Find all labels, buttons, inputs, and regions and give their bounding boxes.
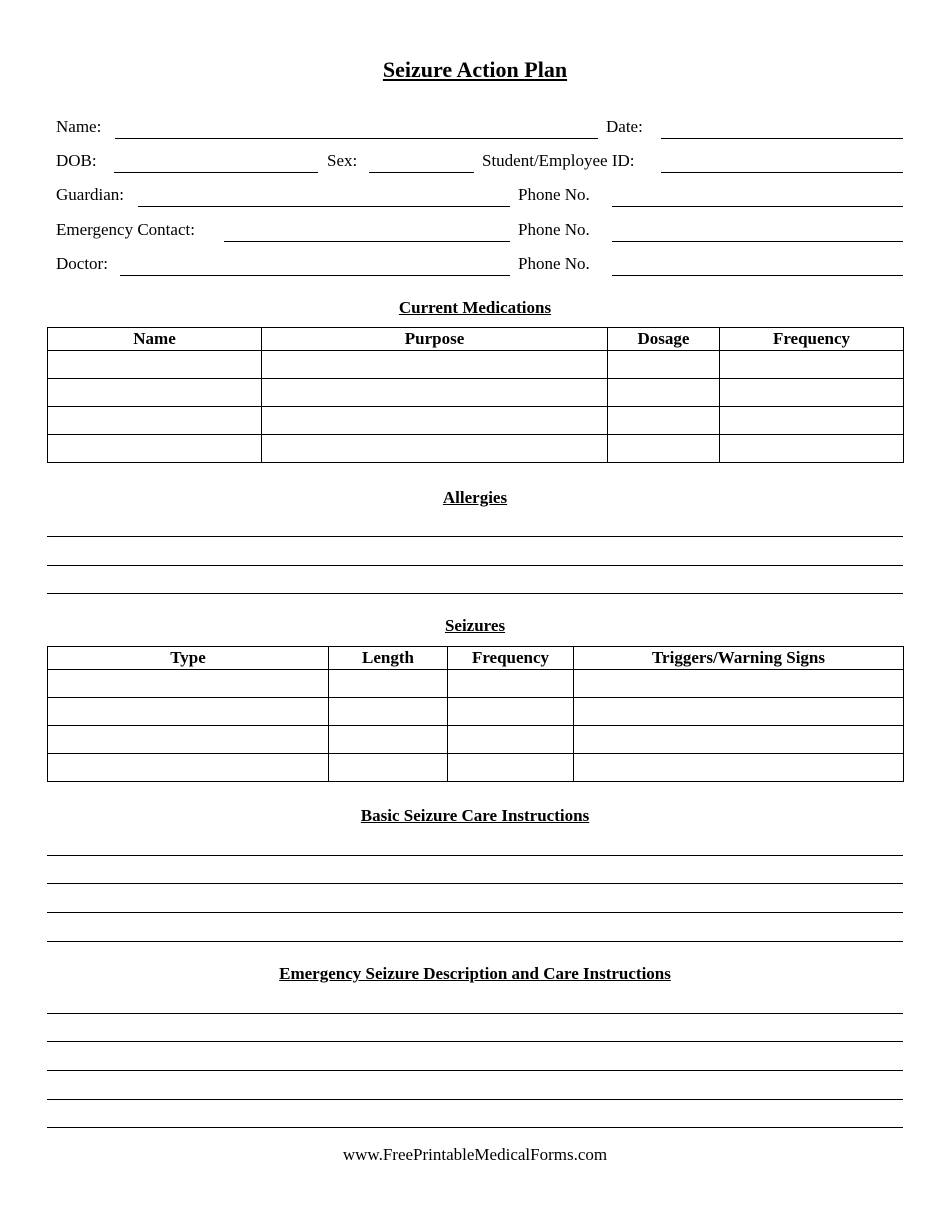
table-cell[interactable] (574, 754, 904, 782)
table-cell[interactable] (48, 670, 329, 698)
dob-field[interactable] (114, 172, 318, 173)
name-label: Name: (56, 117, 102, 136)
allergies-line[interactable] (47, 536, 903, 537)
guardian-field[interactable] (138, 206, 510, 207)
table-row (48, 670, 904, 698)
seizures-col-length: Length (329, 647, 448, 670)
sex-label: Sex: (327, 151, 358, 170)
basic-care-heading: Basic Seizure Care Instructions (360, 806, 590, 825)
name-field[interactable] (115, 138, 598, 139)
table-cell[interactable] (448, 726, 574, 754)
table-cell[interactable] (720, 351, 904, 379)
emergency-contact-field[interactable] (224, 241, 510, 242)
medications-col-frequency: Frequency (720, 328, 904, 351)
date-field[interactable] (661, 138, 903, 139)
table-cell[interactable] (574, 698, 904, 726)
medications-col-purpose: Purpose (262, 328, 608, 351)
doctor-phone-label: Phone No. (518, 254, 590, 273)
seizures-col-frequency: Frequency (448, 647, 574, 670)
emergency-care-line[interactable] (47, 1070, 903, 1071)
table-cell[interactable] (262, 379, 608, 407)
table-cell[interactable] (48, 435, 262, 463)
medications-header-row (48, 328, 904, 351)
table-cell[interactable] (574, 670, 904, 698)
table-cell[interactable] (329, 726, 448, 754)
emergency-contact-label: Emergency Contact: (56, 220, 195, 239)
table-cell[interactable] (448, 754, 574, 782)
table-cell[interactable] (48, 351, 262, 379)
id-label: Student/Employee ID: (482, 151, 635, 170)
footer-website: www.FreePrintableMedicalForms.com (342, 1145, 608, 1164)
sex-field[interactable] (369, 172, 474, 173)
emergency-care-line[interactable] (47, 1013, 903, 1014)
table-cell[interactable] (608, 435, 720, 463)
seizures-table (47, 646, 904, 782)
emergency-care-line[interactable] (47, 1099, 903, 1100)
table-cell[interactable] (448, 698, 574, 726)
table-cell[interactable] (48, 754, 329, 782)
table-cell[interactable] (720, 407, 904, 435)
table-cell[interactable] (329, 670, 448, 698)
seizures-header-row (48, 647, 904, 670)
seizures-col-type: Type (48, 647, 329, 670)
table-cell[interactable] (262, 435, 608, 463)
allergies-line[interactable] (47, 565, 903, 566)
doctor-field[interactable] (120, 275, 510, 276)
page-title: Seizure Action Plan (382, 57, 568, 82)
medications-table (47, 327, 904, 463)
doctor-label: Doctor: (56, 254, 108, 273)
emergency-care-heading: Emergency Seizure Description and Care Instructions (279, 964, 671, 983)
basic-care-line[interactable] (47, 883, 903, 884)
table-row (48, 407, 904, 435)
table-cell[interactable] (608, 407, 720, 435)
allergies-line[interactable] (47, 593, 903, 594)
table-cell[interactable] (329, 698, 448, 726)
medications-col-name: Name (48, 328, 262, 351)
table-cell[interactable] (608, 351, 720, 379)
table-row (48, 379, 904, 407)
allergies-heading: Allergies (442, 488, 508, 507)
table-cell[interactable] (574, 726, 904, 754)
id-field[interactable] (661, 172, 903, 173)
guardian-phone-field[interactable] (612, 206, 903, 207)
table-row (48, 754, 904, 782)
emergency-phone-label: Phone No. (518, 220, 590, 239)
dob-label: DOB: (56, 151, 97, 170)
basic-care-line[interactable] (47, 941, 903, 942)
basic-care-line[interactable] (47, 912, 903, 913)
emergency-phone-field[interactable] (612, 241, 903, 242)
table-cell[interactable] (720, 379, 904, 407)
doctor-phone-field[interactable] (612, 275, 903, 276)
emergency-care-line[interactable] (47, 1041, 903, 1042)
seizures-heading: Seizures (444, 616, 506, 635)
table-cell[interactable] (608, 379, 720, 407)
emergency-care-line[interactable] (47, 1127, 903, 1128)
basic-care-line[interactable] (47, 855, 903, 856)
table-cell[interactable] (262, 351, 608, 379)
table-cell[interactable] (48, 407, 262, 435)
table-cell[interactable] (262, 407, 608, 435)
table-cell[interactable] (48, 379, 262, 407)
medications-col-dosage: Dosage (608, 328, 720, 351)
table-row (48, 726, 904, 754)
guardian-phone-label: Phone No. (518, 185, 590, 204)
table-cell[interactable] (329, 754, 448, 782)
table-cell[interactable] (48, 726, 329, 754)
date-label: Date: (606, 117, 643, 136)
table-cell[interactable] (48, 698, 329, 726)
guardian-label: Guardian: (56, 185, 124, 204)
table-cell[interactable] (720, 435, 904, 463)
medications-heading: Current Medications (398, 298, 552, 317)
table-row (48, 698, 904, 726)
table-row (48, 351, 904, 379)
table-row (48, 435, 904, 463)
seizures-col-triggers: Triggers/Warning Signs (574, 647, 904, 670)
table-cell[interactable] (448, 670, 574, 698)
